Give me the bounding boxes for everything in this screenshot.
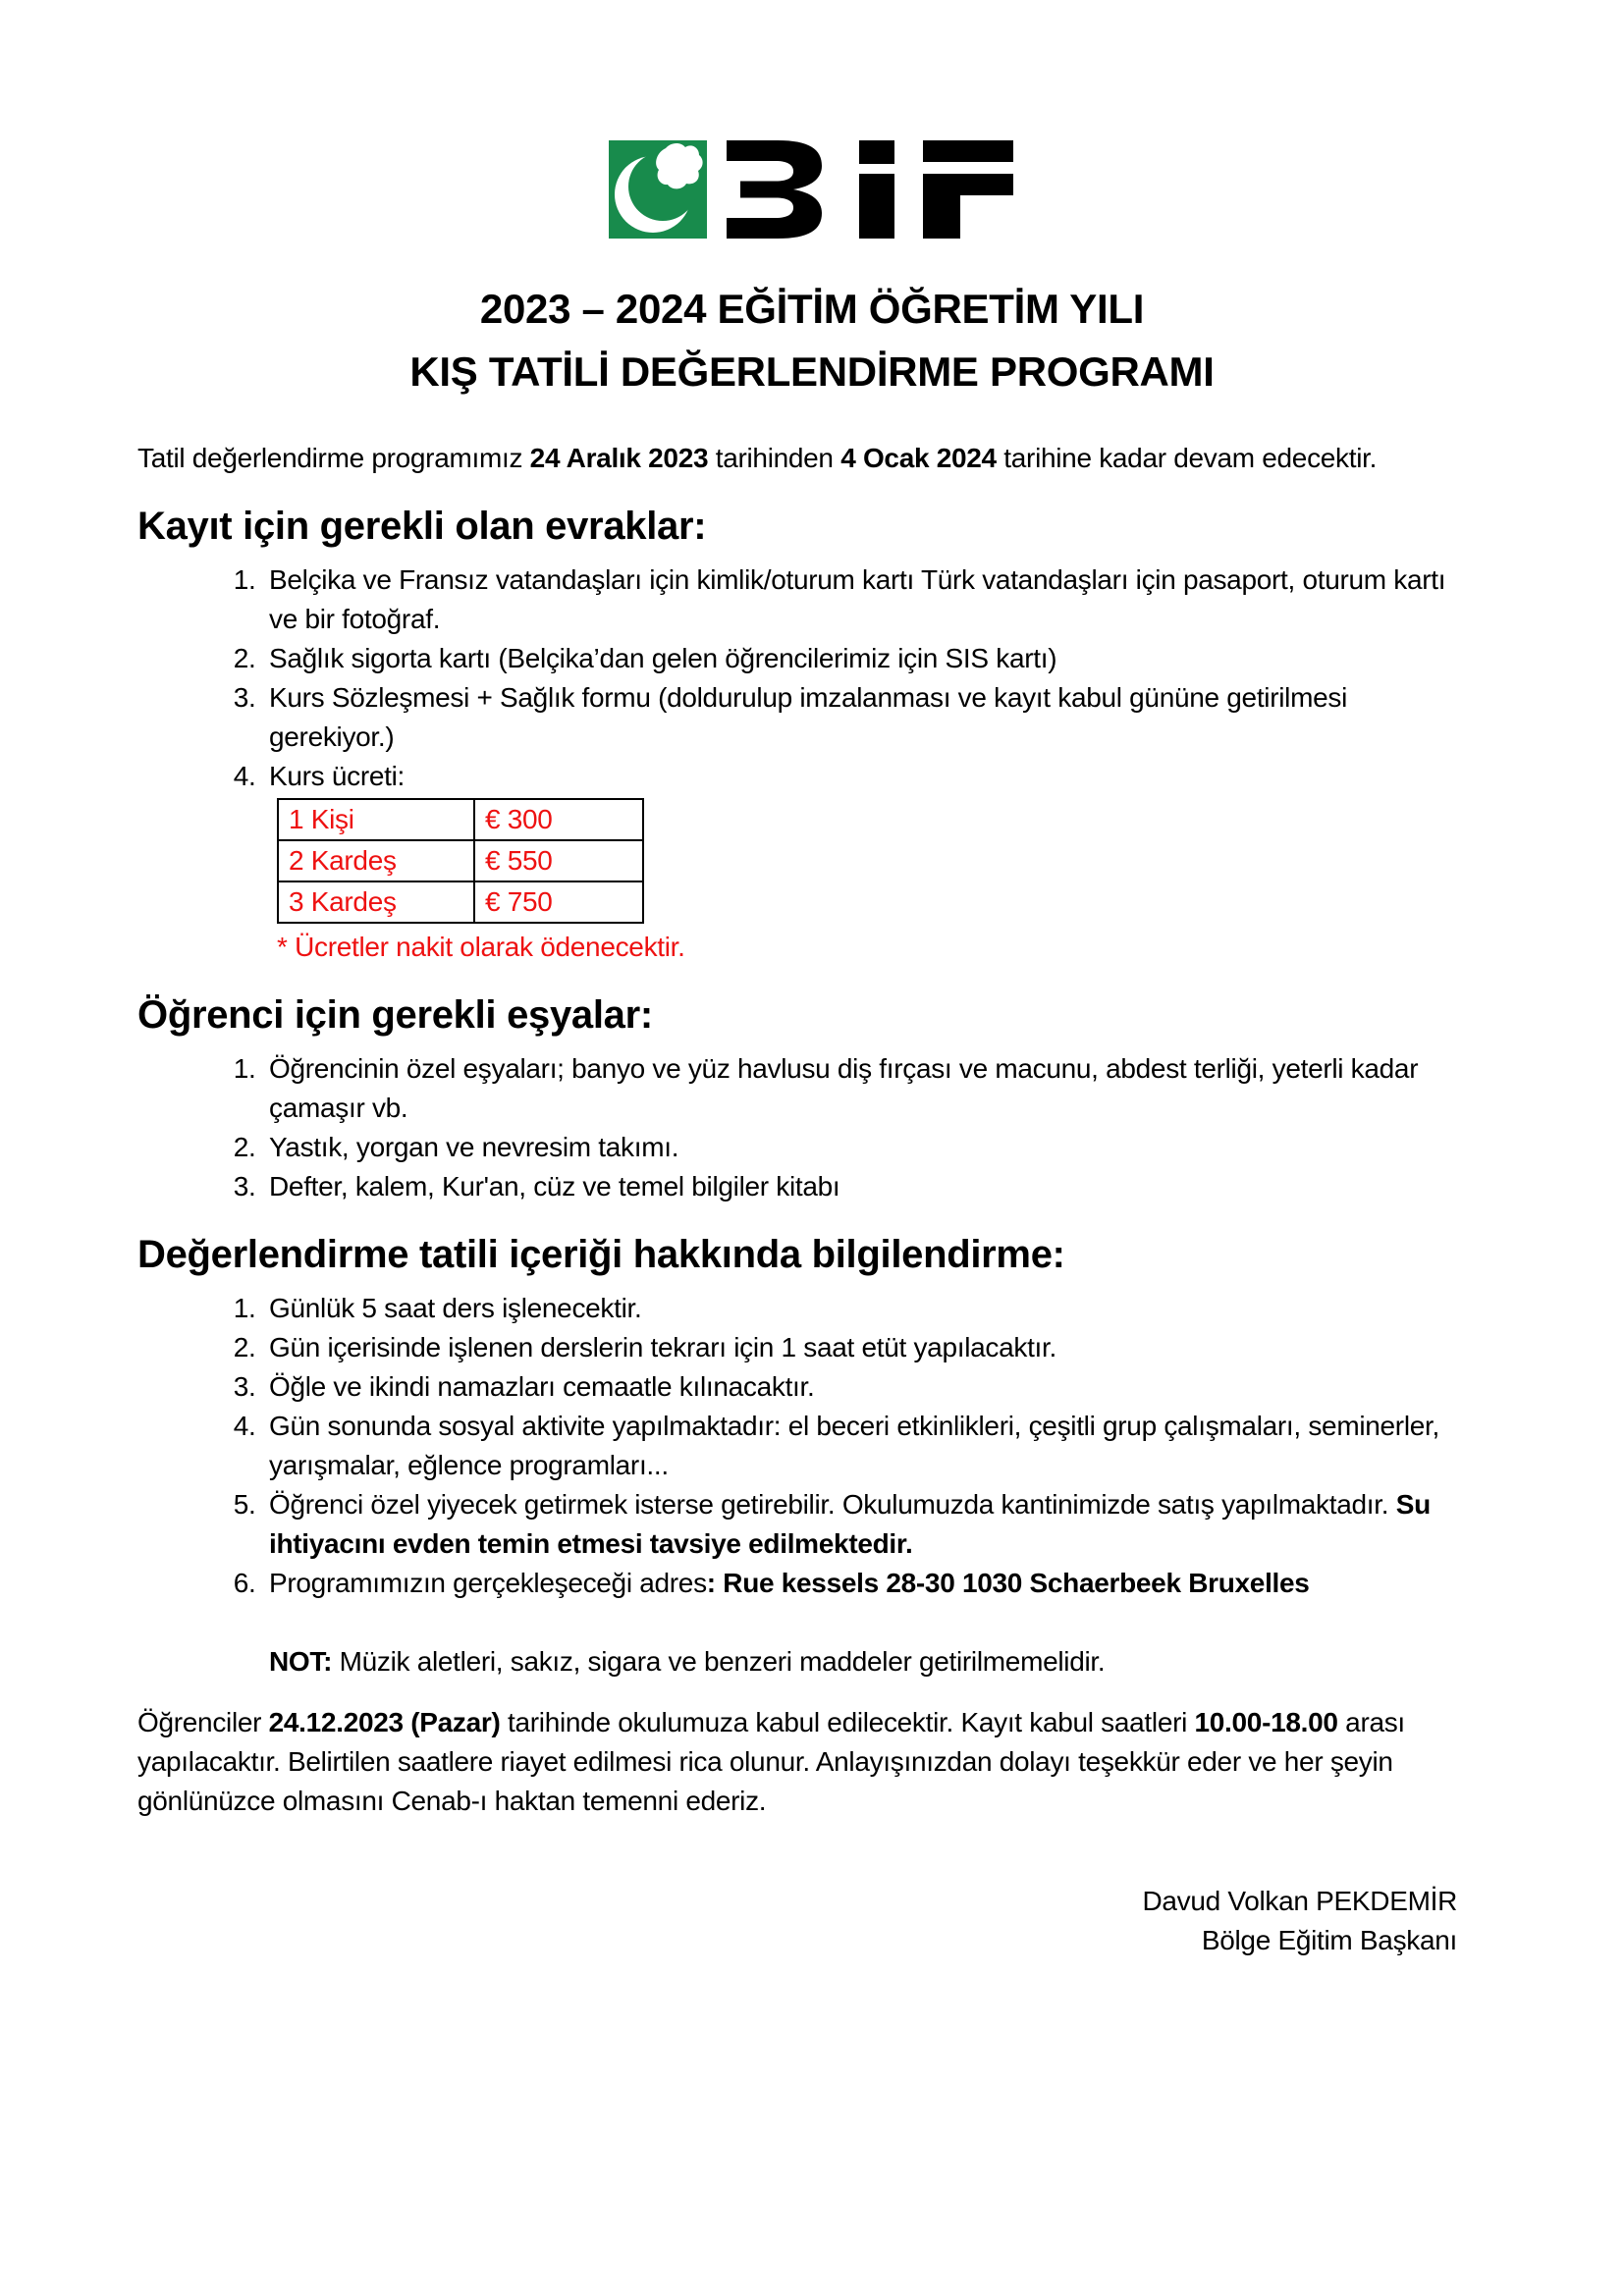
text-run: arası yapılacaktır. Belirtilen saatlere riayet edilmesi rica olunur. Anlayışınızdan dolayı teşekkür eder ve her şeyin gönlünüzce olmasını Cenab-ı haktan temenni ederiz. [137, 1707, 1405, 1816]
text-run: Yastık, yorgan ve nevresim takımı. [269, 1132, 679, 1162]
not-note-paragraph [269, 1642, 1457, 1682]
text-run: tarihine kadar devam edecektir. [996, 443, 1378, 473]
documents-section-heading: Kayıt için gerekli olan evraklar: [137, 505, 707, 548]
cash-payment-note: * Ücretler nakit olarak ödenecektir. [277, 932, 685, 962]
table-row [278, 799, 643, 840]
text-run: Gün sonunda sosyal aktivite yapılmaktadır: el beceri etkinlikleri, çeşitli grup çalışmaları, seminerler, yarışmalar, eğlence programları... [269, 1411, 1439, 1480]
program-info-list [137, 1289, 1457, 1603]
list-item [263, 1049, 1457, 1128]
intro-paragraph [137, 439, 1457, 478]
document-title [0, 278, 1624, 403]
title-line-1: 2023 – 2024 EĞİTİM ÖĞRETİM YILI [479, 286, 1145, 332]
list-item [263, 1289, 1457, 1328]
list-item [263, 1367, 1457, 1407]
signature-title: Bölge Eğitim Başkanı [1201, 1925, 1457, 1955]
date-end: 4 Ocak 2024 [840, 443, 997, 473]
list-item [263, 639, 1457, 678]
water-advice-bold: Su ihtiyacını evden temin etmesi tavsiye edilmektedir. [269, 1489, 1431, 1559]
table-row [278, 840, 643, 881]
program-info-section-heading: Değerlendirme tatili içeriği hakkında bilgilendirme: [137, 1233, 1065, 1276]
bif-letters [727, 140, 1013, 239]
price-table [277, 798, 644, 924]
list-item [263, 1407, 1457, 1485]
date-start: 24 Aralık 2023 [529, 443, 709, 473]
list-item [263, 678, 1457, 757]
price-row-label: 1 Kişi [278, 799, 474, 840]
text-run: Öğle ve ikindi namazları cemaatle kılınacaktır. [269, 1371, 815, 1402]
text-run: Kurs ücreti: [269, 761, 405, 791]
bif-logo [609, 140, 1016, 239]
text-run: Günlük 5 saat ders işlenecektir. [269, 1293, 642, 1323]
belongings-section-heading: Öğrenci için gerekli eşyalar: [137, 993, 653, 1037]
text-run: Sağlık sigorta kartı (Belçika’dan gelen öğrencilerimiz için SIS kartı) [269, 643, 1057, 673]
closing-paragraph [137, 1703, 1457, 1821]
belongings-list [137, 1049, 1457, 1206]
list-item [263, 1167, 1457, 1206]
text-run: Kurs Sözleşmesi + Sağlık formu (doldurulup imzalanması ve kayıt kabul gününe getirilmesi gerekiyor.) [269, 682, 1348, 752]
list-item [263, 1328, 1457, 1367]
price-row-value: € 550 [474, 840, 643, 881]
text-run: Öğrencinin özel eşyaları; banyo ve yüz havlusu diş fırçası ve macunu, abdest terliği, yeterli kadar çamaşır vb. [269, 1053, 1419, 1123]
signature-block [137, 1882, 1457, 1960]
price-row-label: 2 Kardeş [278, 840, 474, 881]
text-run: Müzik aletleri, sakız, sigara ve benzeri maddeler getirilmemelidir. [332, 1646, 1106, 1677]
text-run: Defter, kalem, Kur'an, cüz ve temel bilgiler kitabı [269, 1171, 840, 1201]
program-address-bold: : Rue kessels 28-30 1030 Schaerbeek Bruxelles [706, 1568, 1310, 1598]
text-run: Programımızın gerçekleşeceği adres [269, 1568, 707, 1598]
acceptance-hours: 10.00-18.00 [1194, 1707, 1338, 1737]
text-run: tarihinde okulumuza kabul edilecektir. Kayıt kabul saatleri [500, 1707, 1195, 1737]
not-label: NOT: [269, 1646, 333, 1677]
text-run: Gün içerisinde işlenen derslerin tekrarı için 1 saat etüt yapılacaktır. [269, 1332, 1056, 1362]
price-row-label: 3 Kardeş [278, 881, 474, 923]
text-run: Belçika ve Fransız vatandaşları için kimlik/oturum kartı Türk vatandaşları için pasaport, oturum kartı ve bir fotoğraf. [269, 564, 1446, 634]
acceptance-date: 24.12.2023 (Pazar) [268, 1707, 501, 1737]
price-row-value: € 300 [474, 799, 643, 840]
title-line-2: KIŞ TATİLİ DEĞERLENDİRME PROGRAMI [409, 348, 1215, 395]
crescent-emblem-icon [609, 140, 707, 239]
documents-list [137, 561, 1457, 796]
list-item [263, 1564, 1457, 1603]
list-item [263, 1128, 1457, 1167]
list-item [263, 757, 1457, 796]
text-run: Öğrenciler [137, 1707, 269, 1737]
list-item [263, 1485, 1457, 1564]
text-run: tarihinden [708, 443, 841, 473]
signature-name: Davud Volkan PEKDEMİR [1142, 1886, 1457, 1916]
table-row [278, 881, 643, 923]
text-run: Öğrenci özel yiyecek getirmek isterse getirebilir. Okulumuzda kantinimizde satış yapılmaktadır. [269, 1489, 1396, 1520]
document-header [0, 0, 1624, 403]
text-run: Tatil değerlendirme programımız [137, 443, 530, 473]
price-row-value: € 750 [474, 881, 643, 923]
list-item [263, 561, 1457, 639]
document-content [0, 439, 1624, 1960]
